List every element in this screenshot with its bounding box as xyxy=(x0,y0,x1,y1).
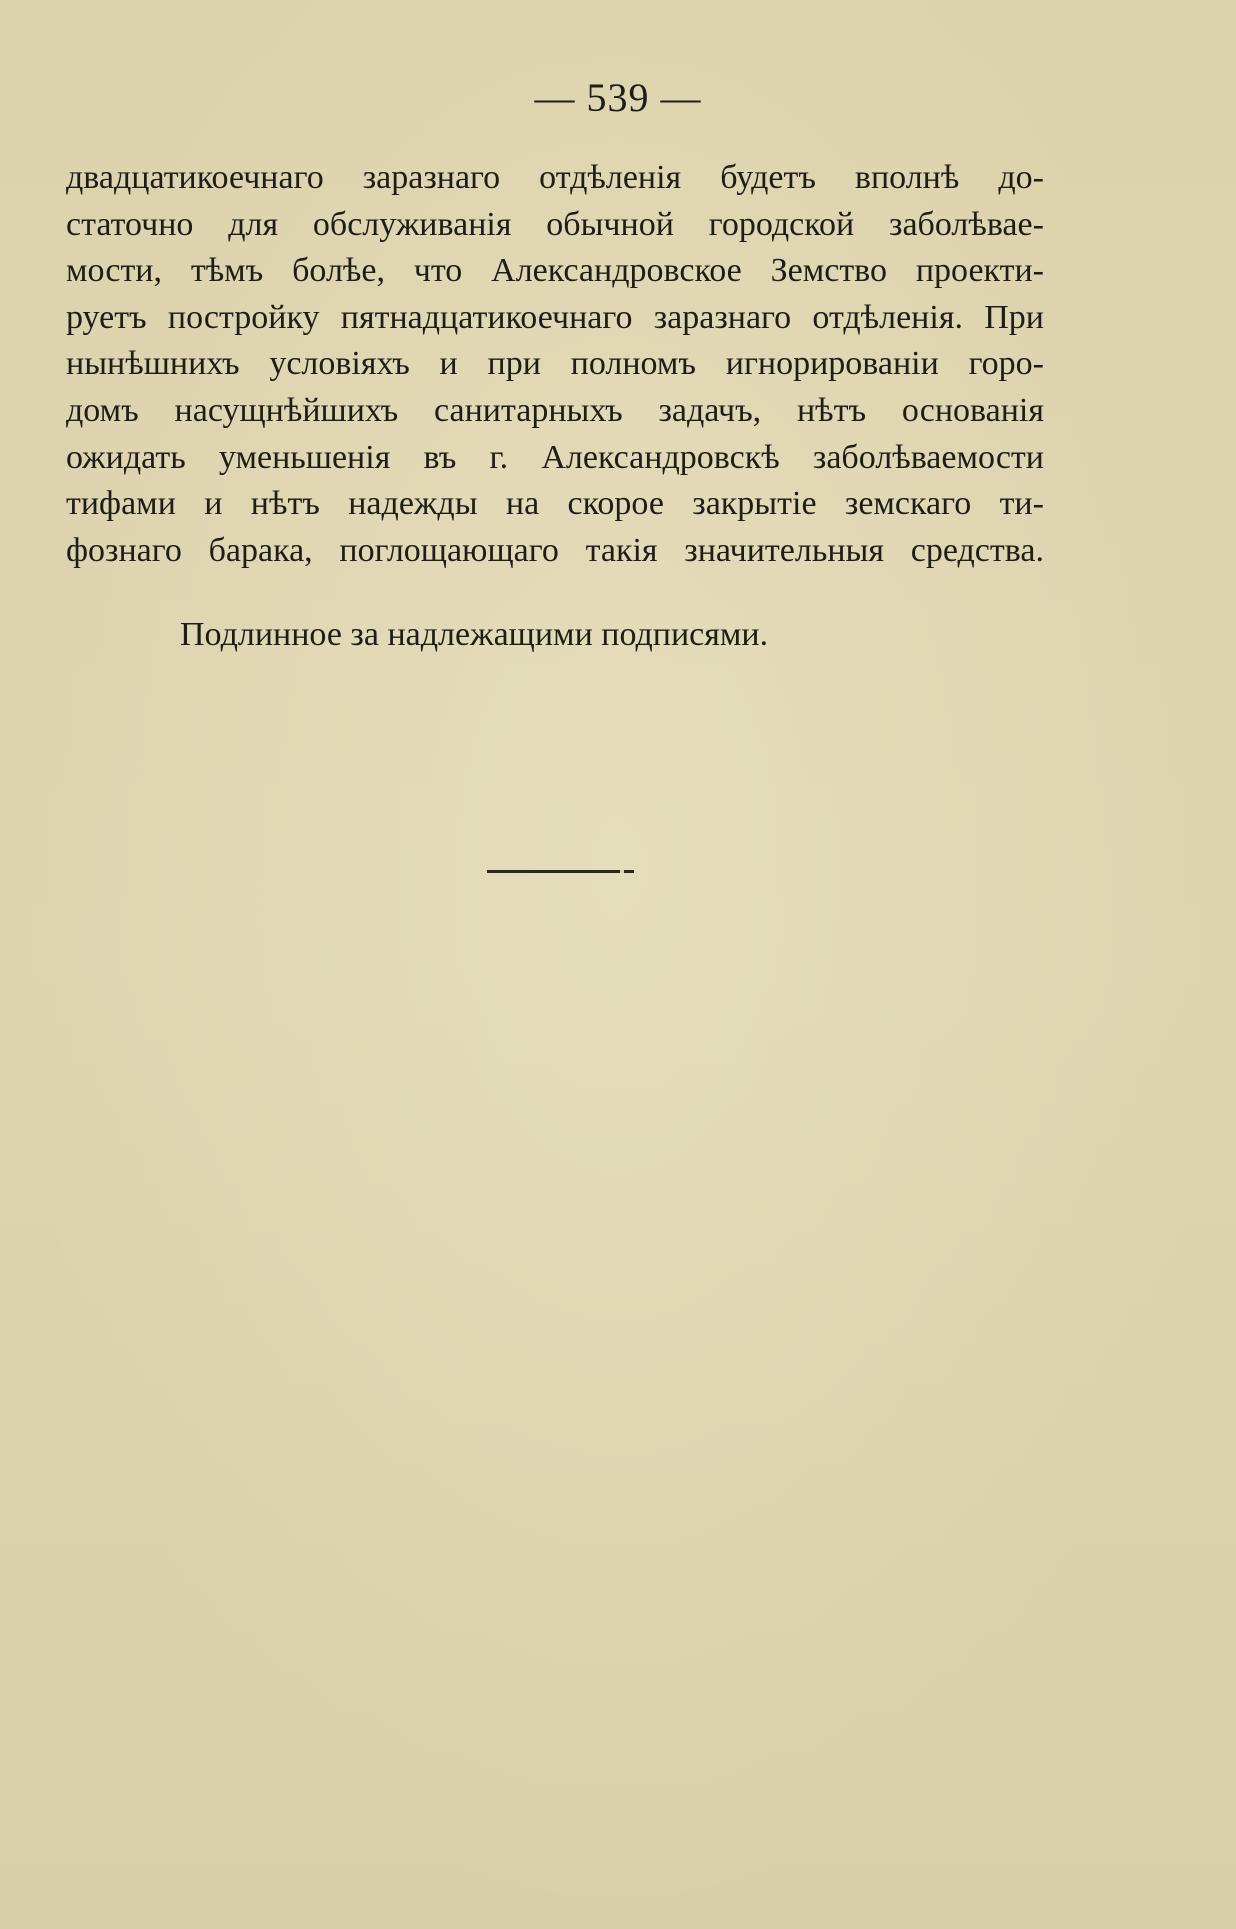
word: г. xyxy=(489,438,509,476)
word: мости, xyxy=(66,252,163,290)
word: земскаго xyxy=(844,485,972,523)
word: на xyxy=(505,485,540,523)
word: тѣмъ xyxy=(190,252,264,290)
word: задачъ, xyxy=(658,391,762,429)
text-line xyxy=(66,155,1044,202)
word: условіяхъ xyxy=(269,345,410,383)
word: обслуживанія xyxy=(312,205,512,243)
word: въ xyxy=(423,438,457,476)
text-line xyxy=(66,528,1044,575)
word: нынѣшнихъ xyxy=(66,345,240,383)
word: болѣе, xyxy=(292,252,385,290)
word: ти- xyxy=(999,485,1044,523)
section-divider xyxy=(487,870,634,873)
text-line xyxy=(66,341,1044,388)
word: ожидать xyxy=(66,438,186,476)
word: и xyxy=(439,345,458,383)
word: основанія xyxy=(901,391,1044,429)
word: уменьшенія xyxy=(218,438,391,476)
word: отдѣленія. xyxy=(812,298,963,336)
word: до- xyxy=(998,159,1044,196)
body-paragraph xyxy=(66,155,1044,574)
word: вполнѣ xyxy=(854,159,960,196)
page-number: — 539 — xyxy=(534,75,702,120)
text-line xyxy=(66,435,1044,482)
word: для xyxy=(228,205,279,243)
word: тифами xyxy=(66,485,176,523)
word: заболѣваемости xyxy=(812,438,1044,476)
word: фознаго xyxy=(66,531,182,569)
word: отдѣленія xyxy=(539,159,682,196)
word: при xyxy=(487,345,541,383)
text-line xyxy=(66,481,1044,528)
word: домъ xyxy=(66,391,139,429)
word: пятнадцатикоечнаго xyxy=(340,298,633,336)
word: значительныя xyxy=(684,531,885,569)
word: поглощающаго xyxy=(339,531,559,569)
word: При xyxy=(984,298,1044,336)
word: заболѣвае- xyxy=(889,205,1044,243)
divider-tail xyxy=(624,870,634,873)
word: постройку xyxy=(167,298,320,336)
word: нѣтъ xyxy=(796,391,867,429)
word: барака, xyxy=(208,531,313,569)
word: руетъ xyxy=(66,298,147,336)
word: санитарныхъ xyxy=(433,391,623,429)
word: будетъ xyxy=(720,159,816,196)
word: что xyxy=(413,252,463,290)
word: игнорированіи xyxy=(725,345,939,383)
signature-note: Подлинное за надлежащими подписями. xyxy=(180,616,769,653)
word: надежды xyxy=(348,485,478,523)
word: Александровскѣ xyxy=(541,438,780,476)
text-line xyxy=(66,248,1044,295)
word: двадцатикоечнаго xyxy=(66,159,324,196)
word: нѣтъ xyxy=(250,485,320,523)
text-line xyxy=(66,388,1044,435)
text-line xyxy=(66,202,1044,249)
word: обычной xyxy=(546,205,674,243)
text-line xyxy=(66,295,1044,342)
word: насущнѣйшихъ xyxy=(174,391,399,429)
word: заразнаго xyxy=(653,298,792,336)
word: проекти- xyxy=(915,252,1044,290)
word: и xyxy=(204,485,223,523)
word: Земство xyxy=(770,252,888,290)
word: такія xyxy=(585,531,658,569)
word: Александровское xyxy=(491,252,742,290)
word: статочно xyxy=(66,205,194,243)
word: полномъ xyxy=(570,345,696,383)
word: средства. xyxy=(910,531,1044,569)
word: скорое xyxy=(567,485,664,523)
word: городской xyxy=(708,205,855,243)
word: закрытіе xyxy=(692,485,817,523)
word: горо- xyxy=(968,345,1044,383)
word: заразнаго xyxy=(362,159,501,196)
